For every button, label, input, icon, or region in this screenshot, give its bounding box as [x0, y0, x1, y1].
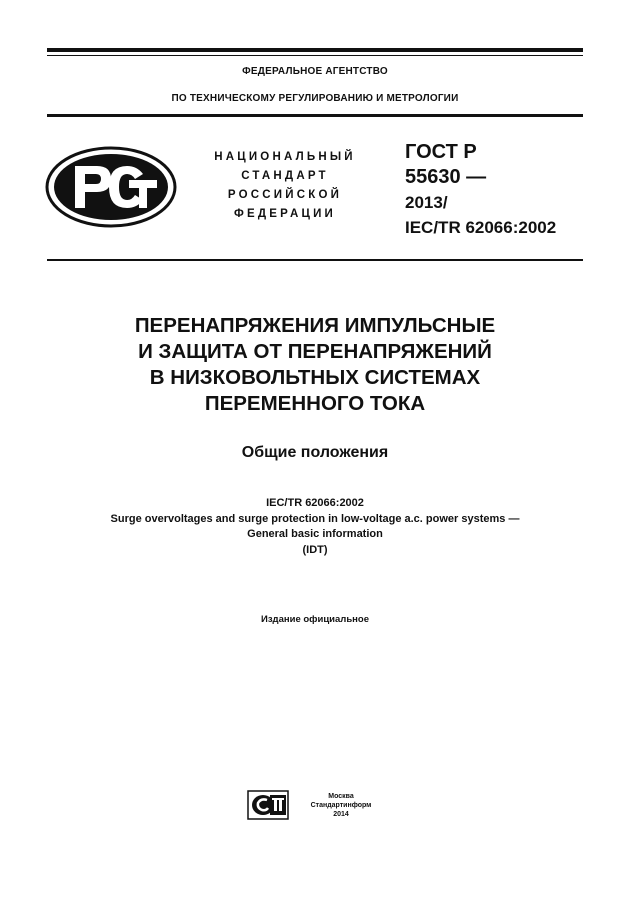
national-standard-label [180, 148, 390, 224]
top-rule-thin [47, 55, 583, 56]
international-reference [30, 496, 600, 558]
document-title [47, 313, 583, 417]
title-line: ПЕРЕНАПРЯЖЕНИЯ ИМПУЛЬСНЫЕ [134, 314, 496, 337]
title-line: ПЕРЕМЕННОГО ТОКА [204, 392, 426, 415]
publisher-city: Москва [328, 793, 354, 800]
publisher-year: 2014 [333, 811, 349, 818]
header-separator-rule [47, 259, 583, 261]
title-line: И ЗАЩИТА ОТ ПЕРЕНАПРЯЖЕНИЙ [138, 340, 492, 363]
national-standard-line: ФЕДЕРАЦИИ [233, 208, 337, 220]
edition-label: Издание официальное [261, 614, 369, 625]
national-standard-line: РОССИЙСКОЙ [227, 189, 343, 201]
header-rule-bottom-thick [47, 114, 583, 117]
standartinform-logo-icon [247, 790, 289, 820]
agency-line-1: ФЕДЕРАЛЬНОЕ АГЕНТСТВО [242, 66, 388, 77]
intl-line: (IDT) [302, 543, 328, 556]
rst-certification-logo-icon [45, 146, 177, 228]
document-subtitle: Общие положения [241, 444, 389, 461]
publisher-info [296, 792, 386, 819]
publisher-name: Стандартинформ [310, 802, 372, 809]
title-line: В НИЗКОВОЛЬТНЫХ СИСТЕМАХ [149, 366, 481, 389]
intl-line: Surge overvoltages and surge protection in low-voltage a.c. power systems — [110, 512, 520, 525]
designation-line-1: ГОСТ Р [405, 141, 477, 163]
designation-line-3: 2013/ [405, 193, 448, 212]
agency-line-2: ПО ТЕХНИЧЕСКОМУ РЕГУЛИРОВАНИЮ И МЕТРОЛОГИИ [171, 93, 459, 104]
intl-line: IEC/TR 62066:2002 [266, 497, 364, 509]
top-rule-thick [47, 48, 583, 52]
intl-line: General basic information [247, 528, 383, 540]
designation-line-4: IEC/TR 62066:2002 [405, 218, 557, 237]
designation-line-2: 55630 — [405, 166, 487, 188]
national-standard-line: НАЦИОНАЛЬНЫЙ [214, 151, 356, 163]
standard-designation [405, 140, 556, 240]
national-standard-line: СТАНДАРТ [241, 170, 329, 182]
